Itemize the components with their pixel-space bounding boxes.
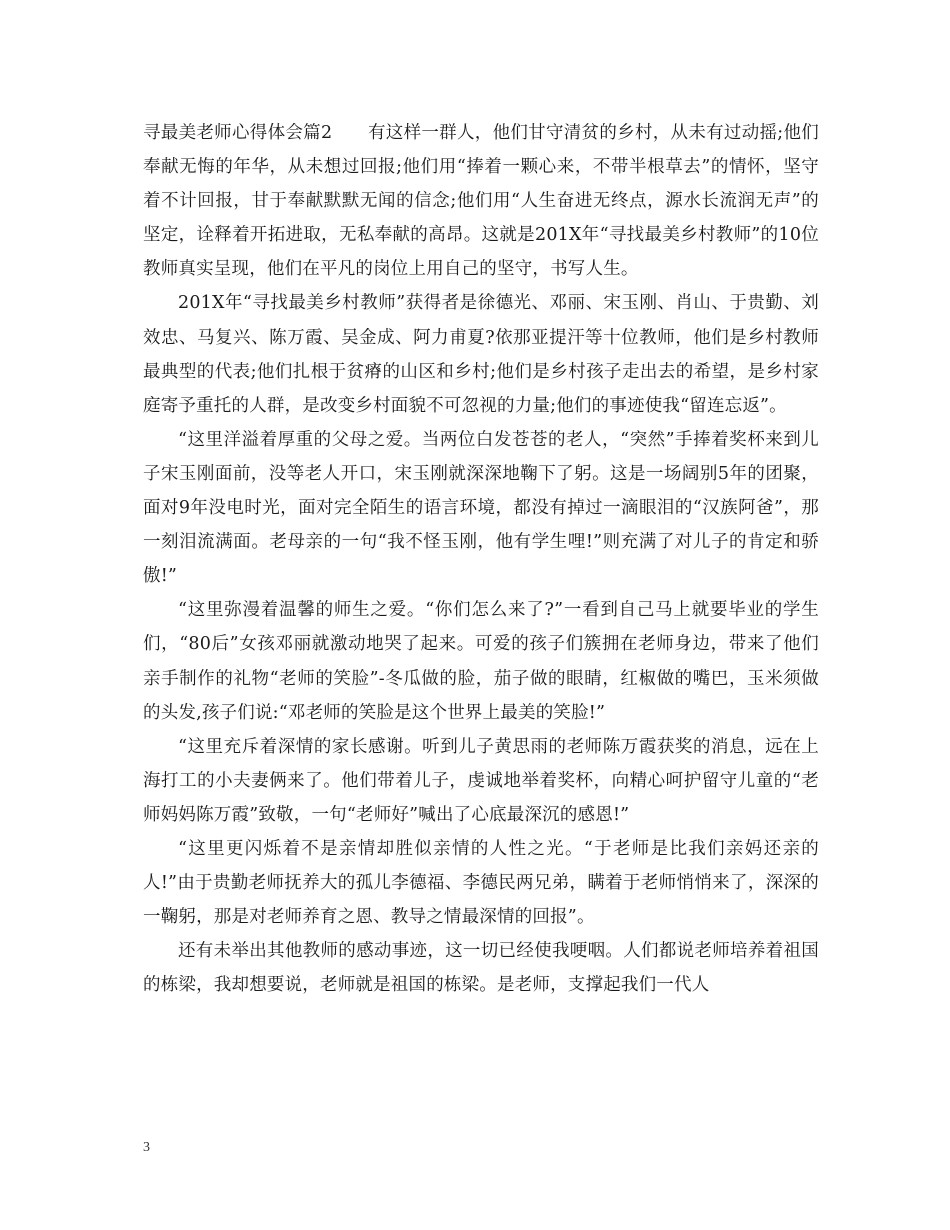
document-body xyxy=(143,116,819,1002)
paragraph-parents-thanks: “这里充斥着深情的家长感谢。听到儿子黄思雨的老师陈万霞获奖的消息，远在上海打工的小夫妻俩来了。他们带着儿子，虔诚地举着奖杯，向精心呵护留守儿童的“老师妈妈陈万霞”致敬，一句“老师好”喊出了心底最深沉的感恩!” xyxy=(143,736,819,825)
paragraph-conclusion: 还有未举出其他教师的感动事迹，这一切已经使我哽咽。人们都说老师培养着祖国的栋梁，我却想要说，老师就是祖国的栋梁。是老师，支撑起我们一代人 xyxy=(143,941,819,996)
page-number: 3 xyxy=(143,1140,150,1155)
paragraph-winners: 201X年“寻找最美乡村教师”获得者是徐德光、邓丽、宋玉刚、肖山、于贵勤、刘效忠、马复兴、陈万霞、吴金成、阿力甫夏?依那亚提汗等十位教师，他们是乡村教师最典型的代表;他们扎根于贫瘠的山区和乡村;他们是乡村孩子走出去的希望，是乡村家庭寄予重托的人群，是改变乡村面貌不可忽视的力量;他们的事迹使我“留连忘返”。 xyxy=(143,293,819,416)
paragraph-teacher-student-love: “这里弥漫着温馨的师生之爱。“你们怎么来了?”一看到自己马上就要毕业的学生们，“80后”女孩邓丽就激动地哭了起来。可爱的孩子们簇拥在老师身边，带来了他们亲手制作的礼物“老师的笑脸”-冬瓜做的脸，茄子做的眼睛，红椒做的嘴巴，玉米须做的头发,孩子们说:“邓老师的笑脸是这个世界上最美的笑脸!” xyxy=(143,600,819,723)
paragraph-parents-love: “这里洋溢着厚重的父母之爱。当两位白发苍苍的老人，“突然”手捧着奖杯来到儿子宋玉刚面前，没等老人开口，宋玉刚就深深地鞠下了躬。这是一场阔别5年的团聚，面对9年没电时光，面对完全陌生的语言环境，都没有掉过一滴眼泪的“汉族阿爸”，那一刻泪流满面。老母亲的一句“我不怪玉刚，他有学生哩!”则充满了对儿子的肯定和骄傲!” xyxy=(143,429,819,587)
paragraph-humanity: “这里更闪烁着不是亲情却胜似亲情的人性之光。“于老师是比我们亲妈还亲的人!”由于贵勤老师抚养大的孤儿李德福、李德民两兄弟，瞒着于老师悄悄来了，深深的一鞠躬，那是对老师养育之恩、教导之情最深情的回报”。 xyxy=(143,838,819,928)
paragraph-intro: 寻最美老师心得体会篇2 有这样一群人，他们甘守清贫的乡村，从未有过动摇;他们奉献无悔的年华，从未想过回报;他们用“捧着一颗心来，不带半根草去”的情怀，坚守着不计回报，甘于奉献默默无闻的信念;他们用“人生奋进无终点，源水长流润无声”的坚定，诠释着开拓进取，无私奉献的高昂。这就是201X年“寻找最美乡村教师”的10位教师真实呈现，他们在平凡的岗位上用自己的坚守，书写人生。 xyxy=(143,123,819,280)
